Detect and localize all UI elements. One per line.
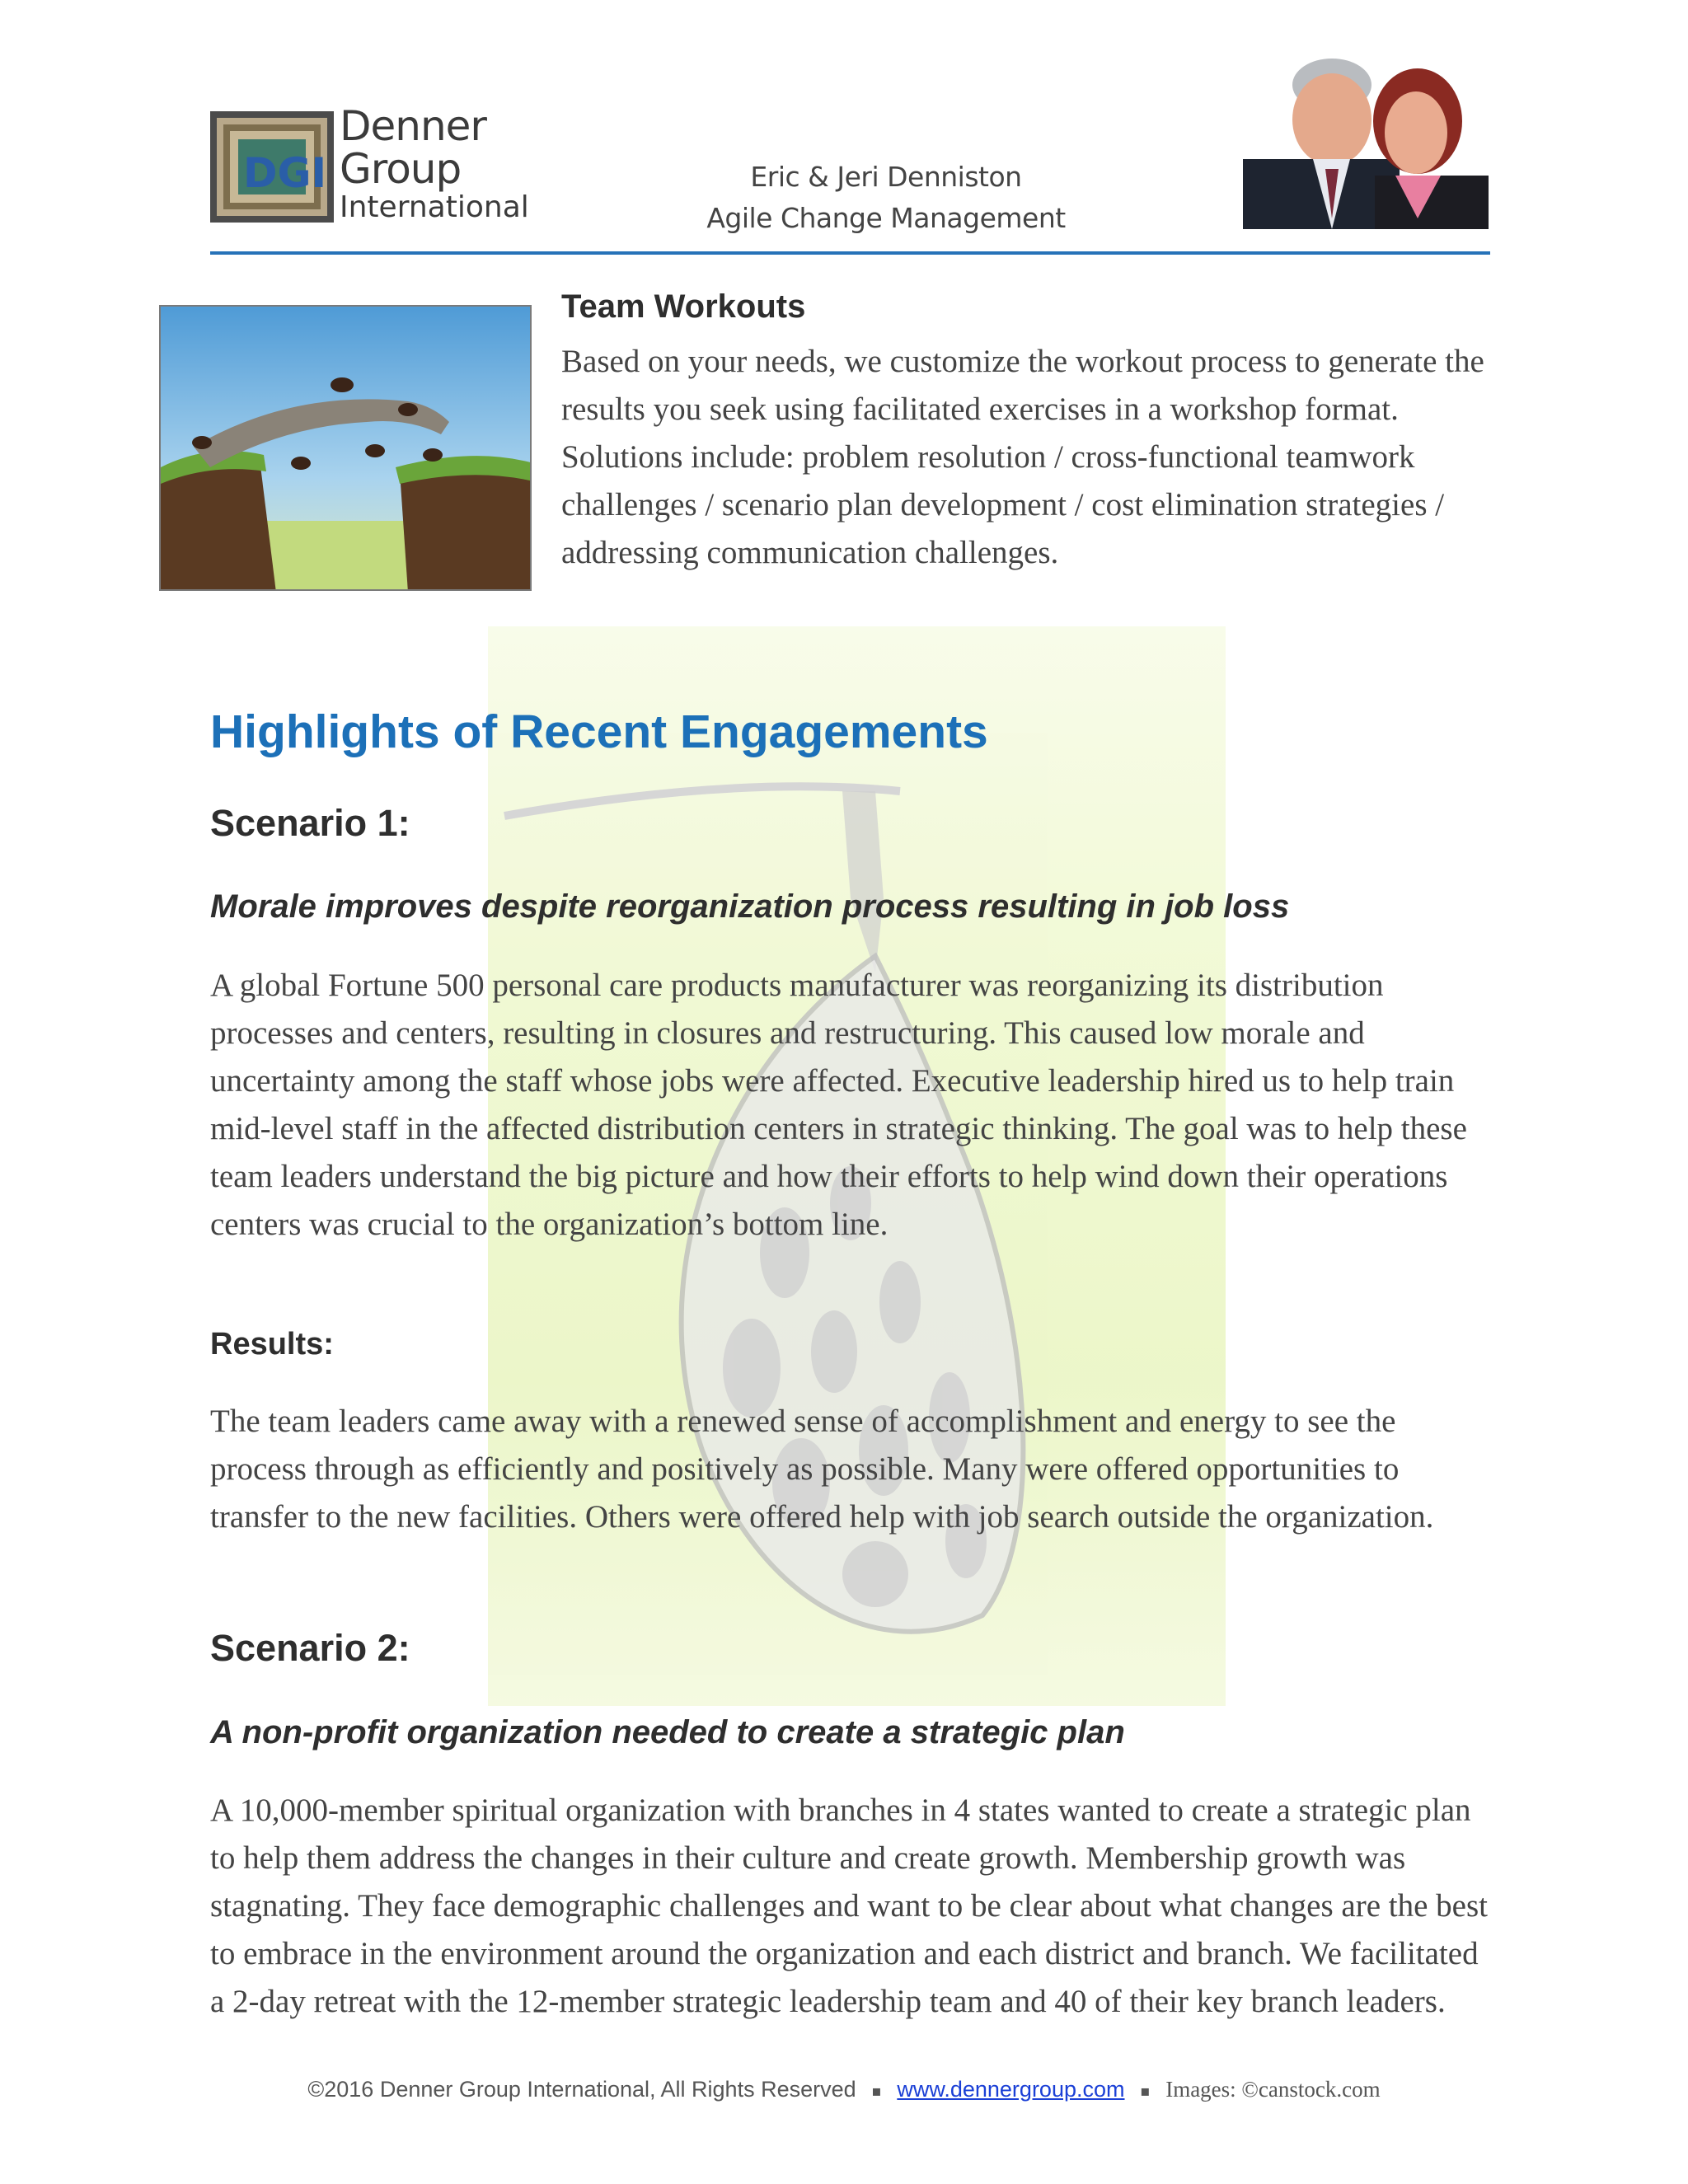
header-rule [210, 251, 1490, 255]
ants-bridge-image [159, 305, 532, 591]
company-logo [210, 111, 334, 223]
footer-image-credit: Images: ©canstock.com [1165, 2077, 1381, 2102]
team-workouts-title: Team Workouts [561, 288, 806, 325]
scenario-1-results-body: The team leaders came away with a renewed sense of accomplishment and energy to see the process through as efficiently and positively as possible. Many were offered opportunities to transfer to the new facilities. Others were offered help with job search outside the organization. [210, 1404, 1434, 1535]
team-workouts-body: Based on your needs, we customize the workout process to generate the results you seek using facilitated exercises in a workshop format. Solutions include: problem resolution / cross-functional teamwork challenges / scenario plan development / cost elimination strategies / addressing communication challenges. [561, 344, 1484, 570]
logo-wordmark [340, 102, 529, 224]
scenario-1-heading: Scenario 1: [210, 802, 410, 844]
svg-text:DGI: DGI [243, 149, 327, 197]
logo-line-1: Denner [340, 102, 486, 150]
scenario-1-results-label: Results: [210, 1327, 334, 1361]
founders-photo [1243, 54, 1489, 229]
footer-separator: ▪ [1140, 2083, 1151, 2101]
header-subtitle: Agile Change Management [706, 202, 1066, 234]
footer-website-link[interactable]: www.dennergroup.com [897, 2077, 1125, 2102]
logo-line-3: International [340, 190, 529, 224]
header-tagline [651, 157, 1121, 239]
logo-line-2: Group [340, 145, 462, 193]
scenario-2-heading: Scenario 2: [210, 1627, 410, 1669]
footer-copyright: ©2016 Denner Group International, All Rights Reserved [307, 2077, 856, 2102]
scenario-2-subtitle: A non-profit organization needed to create a strategic plan [210, 1714, 1125, 1750]
highlights-title: Highlights of Recent Engagements [210, 705, 988, 758]
footer-separator: ▪ [871, 2083, 882, 2101]
scenario-1-subtitle: Morale improves despite reorganization process resulting in job loss [210, 888, 1290, 925]
header-names: Eric & Jeri Denniston [750, 161, 1022, 193]
scenario-1-body: A global Fortune 500 personal care products manufacturer was reorganizing its distribution processes and centers, resulting in closures and restructuring. This caused low morale and uncertainty among the staff whose jobs were affected. Executive leadership hired us to help train mid-level staff in the affected distribution centers in strategic thinking. The goal was to help these team leaders understand the big picture and how their efforts to help wind down their operations centers was crucial to the organization’s bottom line. [210, 968, 1467, 1242]
footer [0, 2077, 1688, 2102]
scenario-2-body: A 10,000-member spiritual organization with branches in 4 states wanted to create a strategic plan to help them address the changes in their culture and create growth. Membership growth was stagnating. They face demographic challenges and want to be clear about what changes are the best to embrace in the environment around the organization and each district and branch. We facilitated a 2-day retreat with the 12-member strategic leadership team and 40 of their key branch leaders. [210, 1793, 1488, 2019]
